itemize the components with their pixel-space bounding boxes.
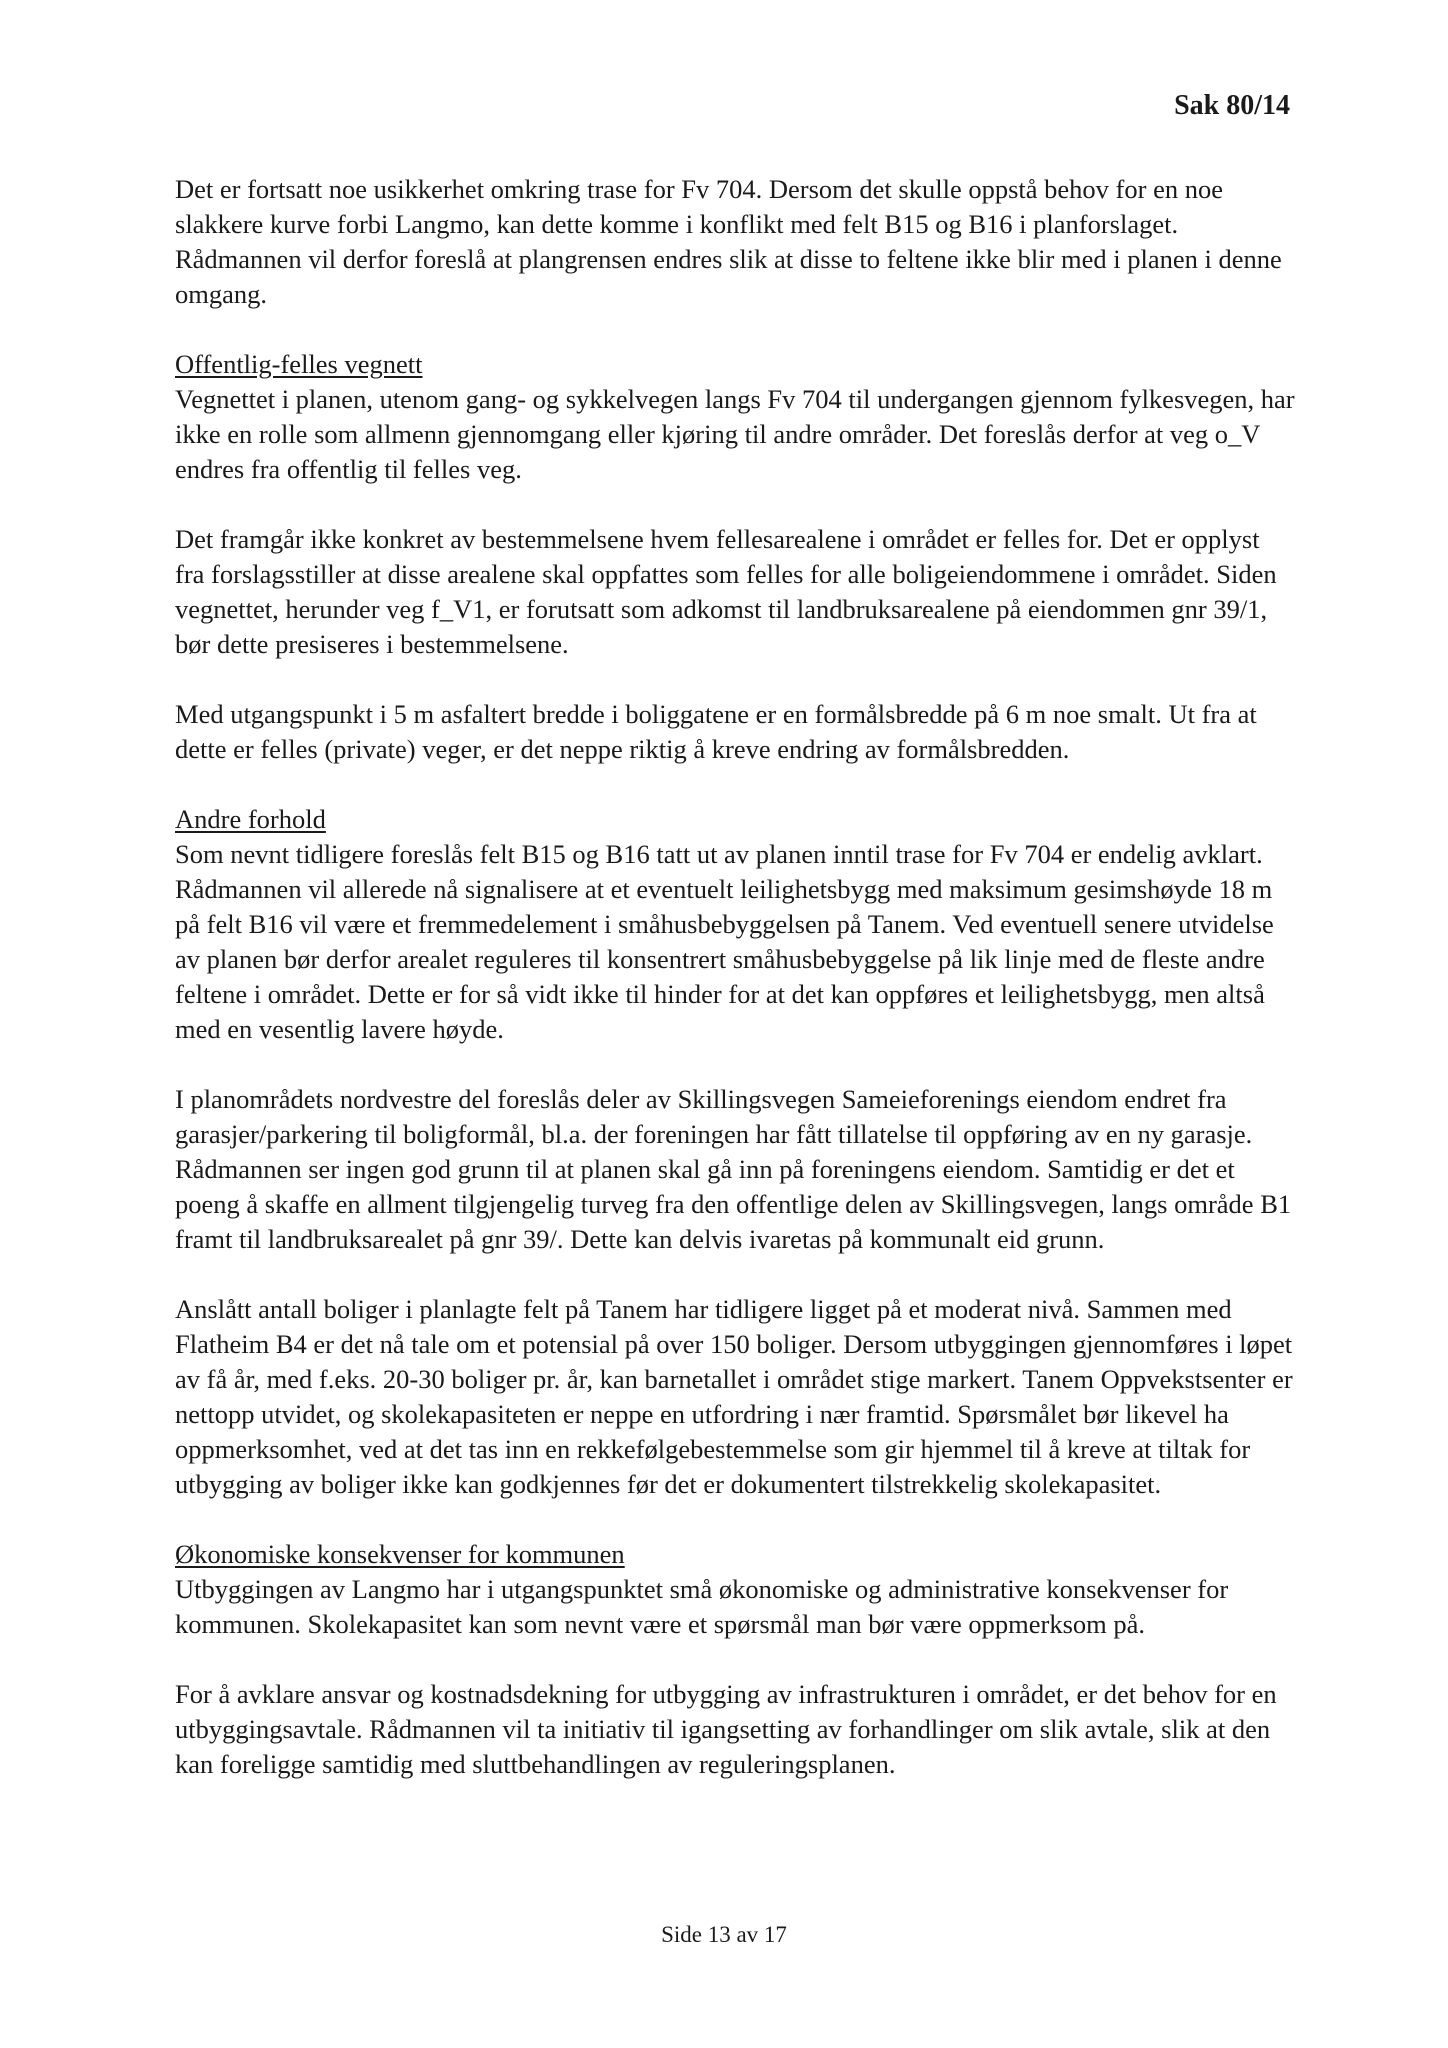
page-number: Side 13 av 17	[661, 1922, 787, 1947]
section-heading-andre-forhold: Andre forhold	[175, 804, 326, 834]
section-heading-okonomi: Økonomiske konsekvenser for kommunen	[175, 1539, 625, 1569]
case-number: Sak 80/14	[1174, 90, 1290, 121]
paragraph-skillingsvegen: I planområdets nordvestre del foreslås deler av Skillingsvegen Sameieforenings eiendom endret fra garasjer/parkering til boligformål, bl.a. der foreningen har fått tillatelse til oppføring av en ny garasje. Rådmannen ser ingen god grunn til at planen skal gå inn på foreningens eiendom. Samtidig er det et poeng å skaffe en allment tilgjengelig turveg fra den offentlige delen av Skillingsvegen, langs område B1 framt til landbruksarealet på gnr 39/. Dette kan delvis ivaretas på kommunalt eid grunn.	[175, 1084, 1292, 1254]
document-body	[175, 172, 1295, 1817]
paragraph-fellesarealer: Det framgår ikke konkret av bestemmelsene hvem fellesarealene i området er felles for. Det er opplyst fra forslagsstiller at disse arealene skal oppfattes som felles for alle boligeiendommene i området. Siden vegnettet, herunder veg f_V1, er forutsatt som adkomst til landbruksarealene på eiendommen gnr 39/1, bør dette presiseres i bestemmelsene.	[175, 524, 1277, 659]
section-andre-forhold	[175, 802, 1295, 1047]
paragraph-vegnett: Vegnettet i planen, utenom gang- og sykkelvegen langs Fv 704 til undergangen gjennom fylkesvegen, har ikke en rolle som allmenn gjennomgang eller kjøring til andre områder. Det foreslås derfor at veg o_V endres fra offentlig til felles veg.	[175, 384, 1295, 484]
section-okonomi	[175, 1537, 1295, 1642]
paragraph-utbyggingsavtale: For å avklare ansvar og kostnadsdekning for utbygging av infrastrukturen i området, er det behov for en utbyggingsavtale. Rådmannen vil ta initiativ til igangsetting av forhandlinger om slik avtale, slik at den kan foreligge samtidig med sluttbehandlingen av reguleringsplanen.	[175, 1679, 1277, 1779]
section-vegnett	[175, 347, 1295, 487]
paragraph-trase: Det er fortsatt noe usikkerhet omkring trase for Fv 704. Dersom det skulle oppstå behov for en noe slakkere kurve forbi Langmo, kan dette komme i konflikt med felt B15 og B16 i planforslaget. Rådmannen vil derfor foreslå at plangrensen endres slik at disse to feltene ikke blir med i planen i denne omgang.	[175, 174, 1282, 309]
paragraph-okonomi: Utbyggingen av Langmo har i utgangspunktet små økonomiske og administrative konsekvenser for kommunen. Skolekapasitet kan som nevnt være et spørsmål man bør være oppmerksom på.	[175, 1574, 1229, 1639]
section-heading-vegnett: Offentlig-felles vegnett	[175, 349, 423, 379]
paragraph-formalsbredde: Med utgangspunkt i 5 m asfaltert bredde i boliggatene er en formålsbredde på 6 m noe smalt. Ut fra at dette er felles (private) veger, er det neppe riktig å kreve endring av formålsbredden.	[175, 699, 1257, 764]
paragraph-andre-forhold: Som nevnt tidligere foreslås felt B15 og B16 tatt ut av planen inntil trase for Fv 704 er endelig avklart. Rådmannen vil allerede nå signalisere at et eventuelt leilighetsbygg med maksimum gesimshøyde 18 m på felt B16 vil være et fremmedelement i småhusbebyggelsen på Tanem. Ved eventuell senere utvidelse av planen bør derfor arealet reguleres til konsentrert småhusbebyggelse på lik linje med de fleste andre feltene i området. Dette er for så vidt ikke til hinder for at det kan oppføres et leilighetsbygg, men altså med en vesentlig lavere høyde.	[175, 839, 1274, 1044]
paragraph-skolekapasitet: Anslått antall boliger i planlagte felt på Tanem har tidligere ligget på et moderat nivå. Sammen med Flatheim B4 er det nå tale om et potensial på over 150 boliger. Dersom utbyggingen gjennomføres i løpet av få år, med f.eks. 20-30 boliger pr. år, kan barnetallet i området stige markert. Tanem Oppvekstsenter er nettopp utvidet, og skolekapasiteten er neppe en utfordring i nær framtid. Spørsmålet bør likevel ha oppmerksomhet, ved at det tas inn en rekkefølgebestemmelse som gir hjemmel til å kreve at tiltak for utbygging av boliger ikke kan godkjennes før det er dokumentert tilstrekkelig skolekapasitet.	[175, 1294, 1293, 1499]
